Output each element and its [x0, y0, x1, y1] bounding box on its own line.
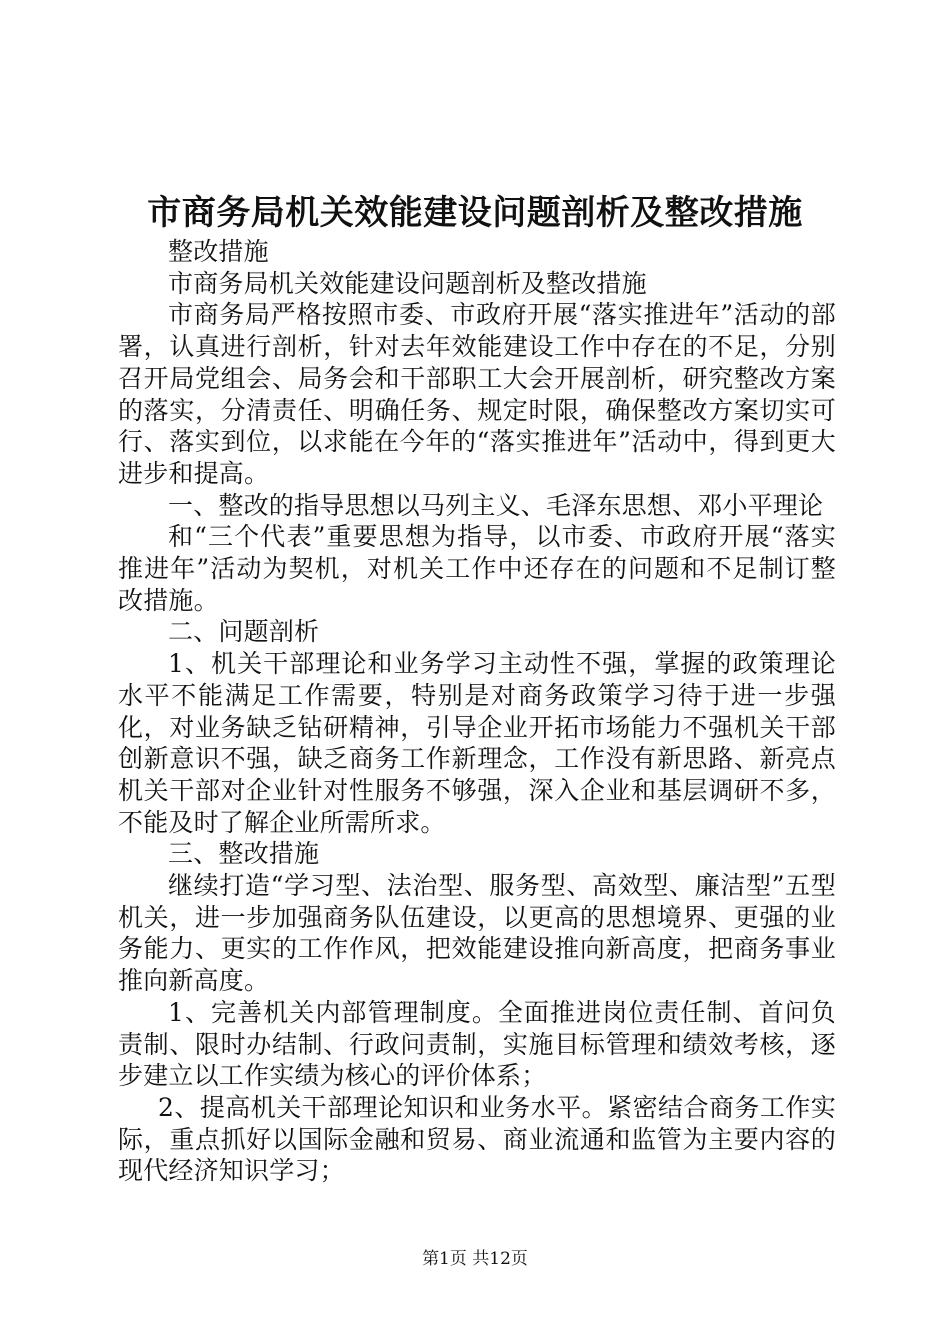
paragraph-intro: 市商务局严格按照市委、市政府开展“落实推进年”活动的部署，认真进行剖析，针对去年效能建设工作中存在的不足，分别召开局党组会、局务会和干部职工大会开展剖析，研究整改方案的落实，分清责任、明确任务、规定时限，确保整改方案切实可行、落实到位，以求能在今年的“落实推进年”活动中，得到更大进步和提高。	[118, 300, 836, 488]
paragraph-subtitle: 整改措施	[168, 237, 269, 266]
document-title: 市商务局机关效能建设问题剖析及整改措施	[147, 193, 803, 233]
paragraph-section-1-heading: 一、整改的指导思想以马列主义、毛泽东思想、邓小平理论	[168, 490, 824, 520]
paragraph-section-1-body: 和“三个代表”重要思想为指导，以市委、市政府开展“落实推进年”活动为契机，对机关工作中还存在的问题和不足制订整改措施。	[118, 522, 836, 615]
page-number-footer	[0, 1244, 950, 1269]
paragraph-measures-intro: 继续打造“学习型、法治型、服务型、高效型、廉洁型”五型机关，进一步加强商务队伍建设，以更高的思想境界、更强的业务能力、更实的工作作风，把效能建设推向新高度，把商务事业推向新高度。	[118, 871, 836, 996]
paragraph-problem-1: 1、机关干部理论和业务学习主动性不强，掌握的政策理论水平不能满足工作需要，特别是对商务政策学习待于进一步强化，对业务缺乏钻研精神，引导企业开拓市场能力不强机关干部创新意识不强，缺乏商务工作新理念，工作没有新思路、新亮点机关干部对企业针对性服务不够强，深入企业和基层调研不多，不能及时了解企业所需所求。	[118, 649, 836, 837]
paragraph-section-3-heading: 三、整改措施	[168, 839, 320, 869]
paragraph-measure-1: 1、完善机关内部管理制度。全面推进岗位责任制、首问负责制、限时办结制、行政问责制，实施目标管理和绩效考核，逐步建立以工作实绩为核心的评价体系；	[118, 997, 836, 1091]
page-number-label: 第1页 共12页	[422, 1249, 528, 1269]
document-body	[118, 236, 836, 1187]
paragraph-heading-repeat: 市商务局机关效能建设问题剖析及整改措施	[168, 268, 647, 298]
paragraph-measure-2: 2、提高机关干部理论知识和业务水平。紧密结合商务工作实际，重点抓好以国际金融和贸易、商业流通和监管为主要内容的现代经济知识学习；	[118, 1092, 836, 1186]
paragraph-section-2-heading: 二、问题剖析	[168, 617, 320, 647]
